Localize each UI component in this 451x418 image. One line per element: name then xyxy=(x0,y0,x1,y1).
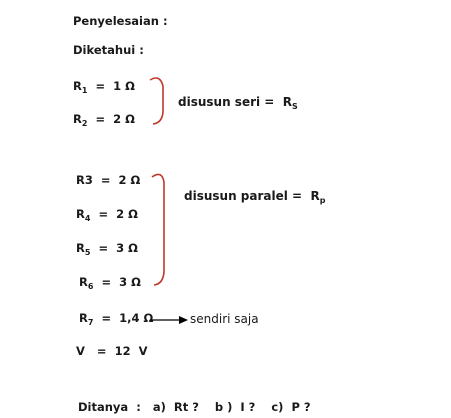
r4-subscript: 4 xyxy=(84,214,91,223)
series-result-symbol: R xyxy=(282,95,292,109)
r5-subscript: 5 xyxy=(84,248,91,257)
r3-symbol: R3 xyxy=(76,173,93,187)
r6-subscript: 6 xyxy=(87,282,94,291)
r5-line xyxy=(76,243,138,255)
series-bracket xyxy=(150,78,163,124)
r1-subscript: 1 xyxy=(81,86,88,95)
r2-line xyxy=(73,114,135,126)
r5-value: = 3 Ω xyxy=(98,241,138,255)
r2-symbol: R xyxy=(73,112,82,126)
r7-value: = 1,4 Ω xyxy=(101,311,154,325)
asked-a: a) Rt ? xyxy=(152,400,199,414)
parallel-bracket xyxy=(152,174,164,285)
r7-symbol: R xyxy=(79,311,88,325)
r3-value: = 2 Ω xyxy=(100,173,141,187)
r4-value: = 2 Ω xyxy=(98,207,138,221)
voltage-line xyxy=(76,346,147,358)
r2-value: = 2 Ω xyxy=(95,112,135,126)
series-note-text: disusun seri = xyxy=(178,95,275,109)
r6-symbol: R xyxy=(79,275,88,289)
r7-line xyxy=(79,313,153,325)
r1-value: = 1 Ω xyxy=(95,79,135,93)
parallel-note-text: disusun paralel = xyxy=(184,189,303,203)
asked-b: b ) I ? xyxy=(214,400,256,414)
r6-line xyxy=(79,277,141,289)
r3-line xyxy=(76,175,140,187)
voltage-symbol: V xyxy=(76,344,85,358)
r4-symbol: R xyxy=(76,207,85,221)
parallel-note xyxy=(184,189,326,205)
known-label: Diketahui : xyxy=(73,43,144,57)
series-result-subscript: S xyxy=(291,102,298,111)
asked-line xyxy=(78,402,311,414)
r7-note: sendiri saja xyxy=(190,312,259,326)
series-note xyxy=(178,95,298,111)
r1-line xyxy=(73,81,135,93)
parallel-result-symbol: R xyxy=(310,189,320,203)
r4-line xyxy=(76,209,138,221)
r5-symbol: R xyxy=(76,241,85,255)
arrow-head xyxy=(179,316,188,324)
voltage-value: = 12 V xyxy=(96,344,148,358)
r6-value: = 3 Ω xyxy=(101,275,141,289)
asked-c: c) P ? xyxy=(271,400,311,414)
r7-subscript: 7 xyxy=(87,318,94,327)
parallel-result-subscript: p xyxy=(319,196,326,205)
r1-symbol: R xyxy=(73,79,82,93)
asked-label: Ditanya : xyxy=(78,400,141,414)
r2-subscript: 2 xyxy=(81,119,88,128)
solution-heading: Penyelesaian : xyxy=(73,14,168,28)
